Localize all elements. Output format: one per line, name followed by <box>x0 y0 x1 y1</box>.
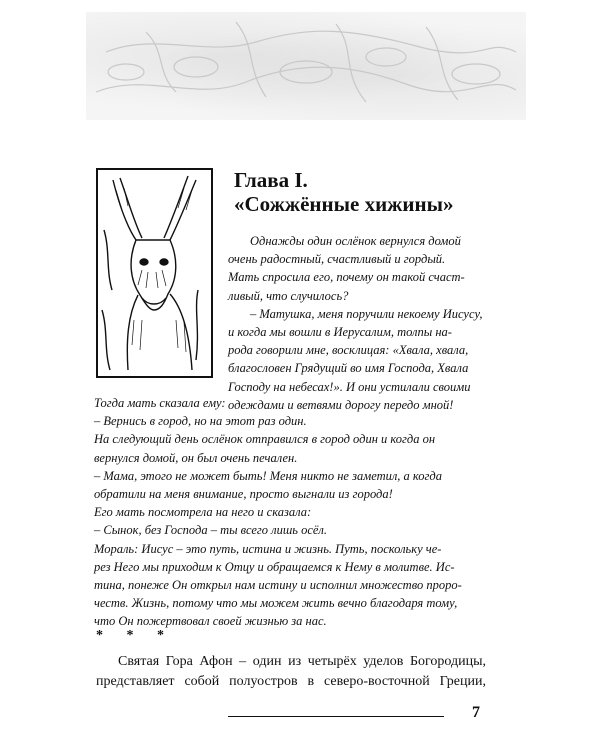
text-line: Его мать посмотрела на него и сказала: <box>94 505 312 520</box>
page-number: 7 <box>472 704 480 721</box>
text-line: Святая Гора Афон – один из четырёх уделов Богородицы, <box>118 654 486 669</box>
text-line: и когда мы вошли в Иерусалим, толпы на- <box>228 325 452 340</box>
text-line: представляет собой полуостров в северо-восточной Греции, <box>96 674 486 689</box>
chapter-heading <box>234 168 454 216</box>
leaf-ornament-icon <box>86 12 526 120</box>
text-line: – Матушка, меня поручили некоему Иисусу, <box>250 306 483 321</box>
text-line: одеждами и ветвями дорогу передо мной! <box>228 397 454 412</box>
text-line: ливый, что случилось? <box>228 288 349 303</box>
text-line: Мораль: Иисус – это путь, истина и жизнь. Путь, поскольку че- <box>94 541 442 556</box>
chapter-title: «Сожжённые хижины» <box>234 192 454 216</box>
section-separator: * * * <box>96 628 174 643</box>
text-line: честв. Жизнь, потому что мы можем жить вечно благодаря тому, <box>94 596 458 611</box>
text-line: рода говорили мне, восклицая: «Хвала, хвала, <box>228 343 469 358</box>
text-line: благословен Грядущий во имя Господа, Хвала <box>228 361 469 376</box>
text-line: очень радостный, счастливый и гордый. <box>228 252 446 267</box>
story-right-column <box>228 232 484 414</box>
text-line: – Вернись в город, но на этот раз один. <box>94 414 307 429</box>
text-line: рез Него мы приходим к Отцу и обращаемся к Нему в молитве. Ис- <box>94 559 455 574</box>
text-line: обратили на меня внимание, просто выгнали из города! <box>94 487 393 502</box>
chapter-number: Глава I. <box>234 168 308 192</box>
text-line: Однажды один ослёнок вернулся домой <box>250 234 461 248</box>
footer-rule <box>228 716 444 717</box>
text-line: Тогда мать сказала ему: <box>94 396 226 410</box>
donkey-illustration <box>96 168 213 378</box>
donkey-icon <box>98 170 211 376</box>
header-ornament <box>86 12 526 120</box>
text-line: вернулся домой, он был очень печален. <box>94 450 298 465</box>
story-paragraph <box>228 232 484 414</box>
text-line: Мать спросила его, почему он такой счаст- <box>228 270 465 285</box>
story-full-column <box>94 394 486 631</box>
text-line: что Он пожертвовал своей жизнью за нас. <box>94 614 327 629</box>
text-line: На следующий день ослёнок отправился в город один и когда он <box>94 432 436 447</box>
afon-paragraph <box>96 652 486 692</box>
text-line: – Мама, этого не может быть! Меня никто не заметил, а когда <box>94 468 442 483</box>
text-line: – Сынок, без Господа – ты всего лишь осёл. <box>94 523 328 538</box>
text-line: Господу на небесах!». И они устилали своими <box>228 379 471 394</box>
text-line: тина, понеже Он открыл нам истину и исполнил множество проро- <box>94 578 462 593</box>
